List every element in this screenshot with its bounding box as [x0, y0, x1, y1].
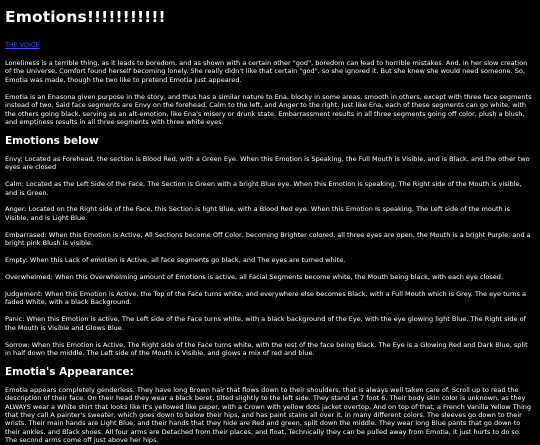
page-title: Emotions!!!!!!!!!!! — [5, 8, 166, 26]
emotion-anger: Anger: Located on the Right side of the Face, this Section is light Blue, with a Blood Red eye. When this Emotion Is speaking, The Left side of the mouth is Visible, and is Light Blue. — [5, 205, 511, 222]
appearance-heading: Emotia's Appearance: — [5, 365, 134, 378]
intro-section — [5, 59, 535, 126]
emotion-overwhelmed: Overwhelmed: When this Overwhelming amount of Emotions is active, all Facial Segments become white, the Mouth being black, with each eye closed. — [5, 273, 504, 281]
the-voice-link[interactable]: THE VOICE — [5, 41, 40, 49]
emotions-heading: Emotions below — [5, 134, 99, 147]
emotion-panic: Panic: When this Emotion is active, The Left side of the Face turns white, with a black background of the Eye, with the eye glowing light Blue. The Right side of the Mouth is Visible and Glows Blue. — [5, 315, 526, 332]
emotion-calm: Calm: Located as the Left Side of the Face, The Section is Green with a bright Blue eye. When this Emotion is speaking, The Right side of the Mouth is visible, and is Green. — [5, 180, 522, 197]
emotion-empty: Empty: When this Lack of emotion is Active, all face segments go black, and The eyes are turned white. — [5, 256, 346, 265]
emotion-envy: Envy: Located as Forehead, the section is Blood Red, with a Green Eye. When this Emotion is Speaking, the Full Mouth is Visible, and is Black, and the other two eyes are closed — [5, 154, 530, 172]
intro-paragraph: Loneliness is a terrible thing, as it leads to boredom, and as shown with a certain other "god", boredom can lead to horrible mistakes. And, in her slow creation of the Universe, Comfort found herself becoming lonely. She really didn't like that certain "god", so she ignored it. But she knew she would need someone. So, Emotia was made, though the two like to pretend Emotia just appeared. — [5, 59, 528, 84]
intro-paragraph: Emotia is an Enasona given purpose in the story, and thus has a similar nature to Ena, blocky in some areas, smooth in others, except with three face segments instead of two. Said face segments are Envy on the forehead, Calm to the left, and Anger to the right. Just like Ena, each of these segments can go white, with the others going black, serving as an alt-emotion, like Ena's misery or drunk state. Embarrassment results in all three segments going off color, plush a blush, and emptiness results in all three segments with three white eyes. — [5, 92, 532, 126]
emotion-judgement: Judgement: When this Emotion is Active, the Top of the Face turns white, and everywhere else becomes Black, with a Full Mouth which is Grey. The eye turns a faded White, with a black Background. — [5, 289, 527, 307]
appearance-section — [5, 386, 535, 445]
emotion-embarrased: Embarrased: When this Emotion is Active, All Sections become Off Color, becoming Brighter colored, all three eyes are open, the Mouth is a bright Purple, and a bright pink Blush is visible. — [5, 230, 531, 248]
emotion-sorrow: Sorrow: When this Emotion is Active, The Right side of the Face turns white, with the rest of the face being Black. The Eye is a Glowing Red and Dark Blue, split in half down the middle. The Left side of the Mouth is Visible, and glows a mix of red and blue. — [5, 340, 528, 357]
emotions-list — [5, 155, 535, 358]
appearance-paragraph: Emotia appears completely genderless. They have long Brown hair that flows down to their shoulders, that is always well taken care of. Scroll up to read the description of their face. On their head they wear a black beret, tilted slightly to the left side. They stand at 7 foot 6. Their body skin color is unknown, as they ALWAYS wear a White shirt that looks like it's yellowed like paper, with a Crown with yellow dots jacket overtop, And on top of that, a French Vanilla Yellow Thing that they call A painter's sweater, which goes down to below their hips, and has paint stains all over it, in many different colors. The sleeves go down to their wrists. Their main hands are Light Blue, and their hands that they hide are Red and green, split down the middle. They wear long Blue pants that go down to their ankles, and Black shoes. All four arms are Detached from their places, and float. Technically they can be pulled away from Emotia, it just hurts to do so. The second arms come off just above her hips. — [5, 385, 532, 445]
